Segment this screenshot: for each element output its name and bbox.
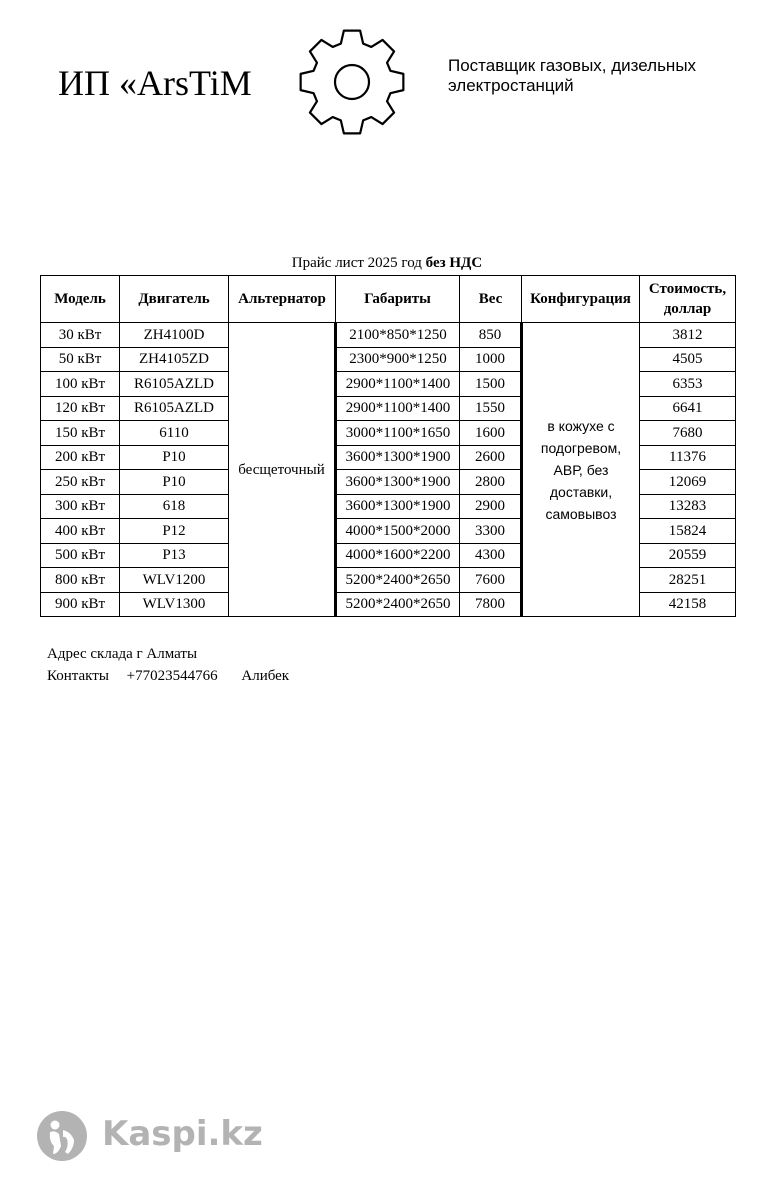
- tagline: [448, 56, 696, 96]
- cell-model: 800 кВт: [41, 568, 120, 593]
- cell-configuration: [522, 323, 640, 617]
- cell-cost: 7680: [640, 421, 736, 446]
- cell-weight: 7600: [460, 568, 522, 593]
- cell-weight: 2900: [460, 494, 522, 519]
- cell-engine: R6105AZLD: [120, 372, 229, 397]
- cell-engine: 618: [120, 494, 229, 519]
- cell-dimensions: 3600*1300*1900: [336, 494, 460, 519]
- header-model: Модель: [41, 276, 120, 323]
- cell-weight: 3300: [460, 519, 522, 544]
- contacts-row: [47, 665, 303, 687]
- cell-engine: WLV1300: [120, 592, 229, 617]
- cell-dimensions: 2900*1100*1400: [336, 372, 460, 397]
- header-weight: Вес: [460, 276, 522, 323]
- cell-engine: WLV1200: [120, 568, 229, 593]
- contacts-label: Контакты: [47, 668, 109, 684]
- cell-cost: 28251: [640, 568, 736, 593]
- header-configuration: Конфигурация: [522, 276, 640, 323]
- cell-engine: ZH4100D: [120, 323, 229, 348]
- cell-dimensions: 5200*2400*2650: [336, 592, 460, 617]
- contact-phone: +77023544766: [126, 668, 218, 684]
- header-engine: Двигатель: [120, 276, 229, 323]
- tagline-line-2: электростанций: [448, 76, 574, 95]
- cell-cost: 4505: [640, 347, 736, 372]
- cell-cost: 12069: [640, 470, 736, 495]
- kaspi-logo-icon: [36, 1110, 88, 1162]
- header-cost-line-2: доллар: [663, 301, 712, 317]
- company-name: ИП «ArsTiM: [58, 63, 252, 103]
- cell-weight: 2600: [460, 445, 522, 470]
- cell-model: 30 кВт: [41, 323, 120, 348]
- cell-cost: 6641: [640, 396, 736, 421]
- price-list-title-bold: без НДС: [425, 255, 483, 271]
- cell-weight: 7800: [460, 592, 522, 617]
- cell-dimensions: 3600*1300*1900: [336, 470, 460, 495]
- cell-cost: 15824: [640, 519, 736, 544]
- configuration-line: в кожухе с: [547, 417, 615, 434]
- cell-engine: P10: [120, 470, 229, 495]
- cell-alternator: бесщеточный: [229, 323, 336, 617]
- table-header-row: [41, 276, 736, 323]
- cell-model: 300 кВт: [41, 494, 120, 519]
- cell-engine: 6110: [120, 421, 229, 446]
- configuration-line: подогревом,: [540, 439, 622, 456]
- cell-model: 150 кВт: [41, 421, 120, 446]
- cell-dimensions: 4000*1600*2200: [336, 543, 460, 568]
- configuration-line: самовывоз: [545, 505, 617, 522]
- header-alternator: Альтернатор: [229, 276, 336, 323]
- warehouse-address: Адрес склада г Алматы: [47, 646, 198, 662]
- kaspi-watermark-text: Kaspi.kz: [102, 1114, 263, 1154]
- configuration-line: АВР, без: [553, 461, 609, 478]
- cell-cost: 42158: [640, 592, 736, 617]
- footer: [47, 643, 303, 687]
- contact-name: Алибек: [241, 668, 290, 684]
- cell-engine: R6105AZLD: [120, 396, 229, 421]
- price-table-body: [41, 323, 736, 617]
- cell-weight: 1000: [460, 347, 522, 372]
- header-cost: [640, 276, 736, 323]
- header-cost-line-1: Стоимость,: [648, 281, 727, 297]
- cell-dimensions: 2300*900*1250: [336, 347, 460, 372]
- cell-weight: 1550: [460, 396, 522, 421]
- cell-dimensions: 3600*1300*1900: [336, 445, 460, 470]
- cell-dimensions: 2100*850*1250: [336, 323, 460, 348]
- cell-model: 200 кВт: [41, 445, 120, 470]
- cell-engine: P12: [120, 519, 229, 544]
- cell-model: 120 кВт: [41, 396, 120, 421]
- cell-cost: 6353: [640, 372, 736, 397]
- cell-model: 250 кВт: [41, 470, 120, 495]
- cell-engine: P10: [120, 445, 229, 470]
- header-dimensions: Габариты: [336, 276, 460, 323]
- cell-engine: ZH4105ZD: [120, 347, 229, 372]
- price-list-title-text: Прайс лист 2025 год: [291, 255, 422, 271]
- cell-model: 50 кВт: [41, 347, 120, 372]
- price-list-title: [40, 255, 734, 272]
- price-table: [40, 275, 736, 617]
- cell-cost: 13283: [640, 494, 736, 519]
- cell-model: 900 кВт: [41, 592, 120, 617]
- cell-weight: 850: [460, 323, 522, 348]
- cell-weight: 1600: [460, 421, 522, 446]
- cell-engine: P13: [120, 543, 229, 568]
- cell-dimensions: 5200*2400*2650: [336, 568, 460, 593]
- cell-dimensions: 3000*1100*1650: [336, 421, 460, 446]
- gear-icon: [296, 26, 408, 138]
- configuration-line: доставки,: [549, 483, 613, 500]
- cell-model: 500 кВт: [41, 543, 120, 568]
- cell-dimensions: 2900*1100*1400: [336, 396, 460, 421]
- cell-cost: 20559: [640, 543, 736, 568]
- table-row: [41, 323, 736, 348]
- cell-weight: 1500: [460, 372, 522, 397]
- cell-model: 100 кВт: [41, 372, 120, 397]
- cell-weight: 4300: [460, 543, 522, 568]
- cell-model: 400 кВт: [41, 519, 120, 544]
- cell-cost: 3812: [640, 323, 736, 348]
- cell-cost: 11376: [640, 445, 736, 470]
- tagline-line-1: Поставщик газовых, дизельных: [448, 56, 697, 75]
- cell-dimensions: 4000*1500*2000: [336, 519, 460, 544]
- kaspi-watermark: [36, 1110, 276, 1162]
- cell-weight: 2800: [460, 470, 522, 495]
